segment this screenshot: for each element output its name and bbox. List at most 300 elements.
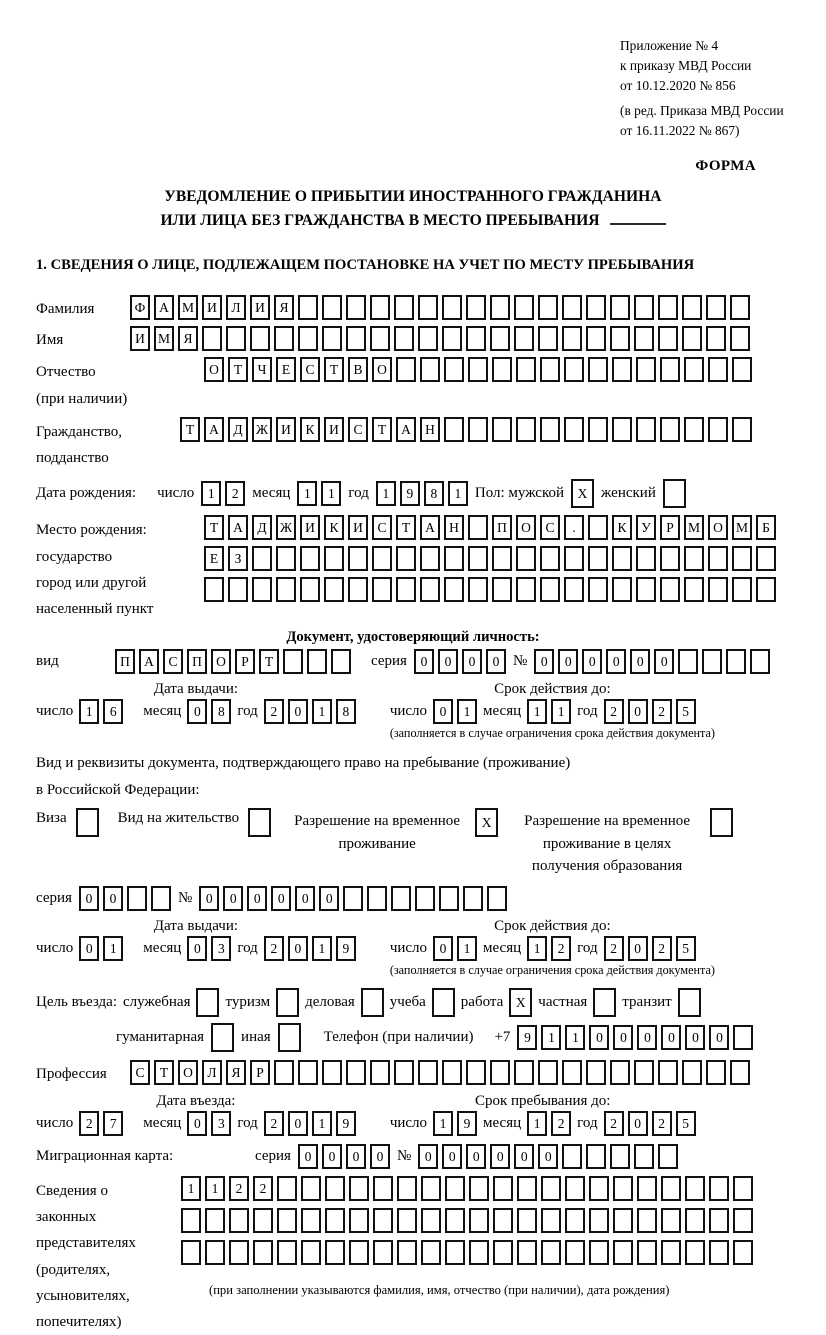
form-cell[interactable]: Ж <box>252 417 272 442</box>
form-cell[interactable] <box>709 1208 729 1233</box>
form-cell[interactable]: С <box>348 417 368 442</box>
form-cell[interactable]: З <box>228 546 248 571</box>
form-cell[interactable] <box>439 886 459 911</box>
form-cell[interactable] <box>202 326 222 351</box>
form-cell[interactable] <box>301 1176 321 1201</box>
form-cell[interactable] <box>181 1240 201 1265</box>
form-cell[interactable]: О <box>516 515 536 540</box>
form-cell[interactable]: 3 <box>211 936 231 961</box>
form-cell[interactable] <box>277 1176 297 1201</box>
form-cell[interactable] <box>487 886 507 911</box>
form-cell[interactable] <box>396 577 416 602</box>
form-cell[interactable] <box>710 808 733 837</box>
form-cell[interactable] <box>367 886 387 911</box>
form-cell[interactable]: У <box>636 515 656 540</box>
form-cell[interactable] <box>466 295 486 320</box>
form-cell[interactable]: 2 <box>551 1111 571 1136</box>
form-cell[interactable]: 2 <box>264 1111 284 1136</box>
form-cell[interactable]: 0 <box>418 1144 438 1169</box>
form-cell[interactable] <box>540 417 560 442</box>
form-cell[interactable] <box>442 326 462 351</box>
form-cell[interactable]: Р <box>250 1060 270 1085</box>
form-cell[interactable] <box>346 295 366 320</box>
form-cell[interactable] <box>663 479 686 508</box>
form-cell[interactable] <box>205 1240 225 1265</box>
form-cell[interactable] <box>514 326 534 351</box>
form-cell[interactable] <box>373 1176 393 1201</box>
form-cell[interactable] <box>349 1176 369 1201</box>
stay-year-cells[interactable] <box>604 1111 696 1136</box>
form-cell[interactable] <box>204 577 224 602</box>
form-cell[interactable]: 3 <box>211 1111 231 1136</box>
form-cell[interactable] <box>610 1144 630 1169</box>
form-cell[interactable] <box>612 417 632 442</box>
form-cell[interactable]: И <box>324 417 344 442</box>
form-cell[interactable] <box>588 577 608 602</box>
form-cell[interactable] <box>420 546 440 571</box>
form-cell[interactable] <box>325 1208 345 1233</box>
form-cell[interactable]: В <box>348 357 368 382</box>
form-cell[interactable] <box>562 326 582 351</box>
permit-valid-year-cells[interactable] <box>604 936 696 961</box>
purpose-humanitarian-checkbox[interactable] <box>211 1023 234 1052</box>
form-cell[interactable] <box>490 295 510 320</box>
form-cell[interactable] <box>442 1060 462 1085</box>
form-cell[interactable]: 1 <box>201 481 221 506</box>
form-cell[interactable]: А <box>154 295 174 320</box>
form-cell[interactable]: 0 <box>298 1144 318 1169</box>
form-cell[interactable]: М <box>154 326 174 351</box>
purpose-work-checkbox[interactable] <box>509 988 532 1017</box>
form-cell[interactable] <box>396 546 416 571</box>
form-cell[interactable]: 1 <box>181 1176 201 1201</box>
form-cell[interactable] <box>421 1240 441 1265</box>
form-cell[interactable]: 1 <box>376 481 396 506</box>
form-cell[interactable]: 9 <box>517 1025 537 1050</box>
form-cell[interactable] <box>415 886 435 911</box>
form-cell[interactable]: 1 <box>312 1111 332 1136</box>
form-cell[interactable]: Н <box>444 515 464 540</box>
form-cell[interactable] <box>613 1176 633 1201</box>
form-cell[interactable] <box>702 649 722 674</box>
form-cell[interactable] <box>348 577 368 602</box>
form-cell[interactable]: 1 <box>79 699 99 724</box>
form-cell[interactable]: 0 <box>628 1111 648 1136</box>
doc-valid-month-cells[interactable] <box>527 699 571 724</box>
form-cell[interactable] <box>396 357 416 382</box>
form-cell[interactable] <box>370 326 390 351</box>
representatives-cells-2[interactable] <box>181 1208 753 1233</box>
form-cell[interactable]: 0 <box>589 1025 609 1050</box>
form-cell[interactable]: 0 <box>319 886 339 911</box>
form-cell[interactable] <box>228 577 248 602</box>
form-cell[interactable] <box>708 357 728 382</box>
form-cell[interactable]: 2 <box>229 1176 249 1201</box>
form-cell[interactable]: Т <box>324 357 344 382</box>
form-cell[interactable] <box>586 1144 606 1169</box>
form-cell[interactable]: Я <box>226 1060 246 1085</box>
form-cell[interactable] <box>685 1208 705 1233</box>
form-cell[interactable] <box>730 326 750 351</box>
form-cell[interactable]: Е <box>276 357 296 382</box>
form-cell[interactable] <box>517 1176 537 1201</box>
form-cell[interactable]: 1 <box>103 936 123 961</box>
form-cell[interactable] <box>469 1176 489 1201</box>
form-cell[interactable] <box>346 326 366 351</box>
form-cell[interactable]: 0 <box>637 1025 657 1050</box>
form-cell[interactable] <box>588 357 608 382</box>
form-cell[interactable]: 0 <box>433 936 453 961</box>
form-cell[interactable] <box>514 1060 534 1085</box>
form-cell[interactable] <box>708 546 728 571</box>
birth-year-cells[interactable] <box>376 481 468 506</box>
form-cell[interactable]: 1 <box>297 481 317 506</box>
form-cell[interactable]: 9 <box>336 1111 356 1136</box>
form-cell[interactable] <box>660 546 680 571</box>
form-cell[interactable] <box>660 417 680 442</box>
form-cell[interactable]: 0 <box>538 1144 558 1169</box>
form-cell[interactable] <box>421 1208 441 1233</box>
birth-place-cells-1[interactable] <box>204 515 776 540</box>
form-cell[interactable]: 5 <box>676 1111 696 1136</box>
purpose-tourism-checkbox[interactable] <box>276 988 299 1017</box>
form-cell[interactable] <box>733 1176 753 1201</box>
form-cell[interactable] <box>730 1060 750 1085</box>
form-cell[interactable] <box>682 295 702 320</box>
form-cell[interactable] <box>514 295 534 320</box>
form-cell[interactable] <box>658 326 678 351</box>
form-cell[interactable]: С <box>300 357 320 382</box>
form-cell[interactable] <box>516 417 536 442</box>
temp-residence-permit-checkbox[interactable] <box>475 808 498 837</box>
form-cell[interactable] <box>658 295 678 320</box>
purpose-private-checkbox[interactable] <box>593 988 616 1017</box>
form-cell[interactable]: 0 <box>466 1144 486 1169</box>
form-cell[interactable] <box>732 357 752 382</box>
form-cell[interactable] <box>181 1208 201 1233</box>
form-cell[interactable] <box>678 649 698 674</box>
form-cell[interactable] <box>373 1240 393 1265</box>
form-cell[interactable]: Т <box>204 515 224 540</box>
form-cell[interactable] <box>538 1060 558 1085</box>
form-cell[interactable] <box>564 577 584 602</box>
form-cell[interactable] <box>277 1240 297 1265</box>
form-cell[interactable]: О <box>178 1060 198 1085</box>
form-cell[interactable] <box>685 1176 705 1201</box>
form-cell[interactable] <box>637 1208 657 1233</box>
form-cell[interactable] <box>253 1208 273 1233</box>
form-cell[interactable]: 2 <box>604 699 624 724</box>
entry-month-cells[interactable] <box>187 1111 231 1136</box>
form-cell[interactable] <box>637 1176 657 1201</box>
form-cell[interactable] <box>468 515 488 540</box>
form-cell[interactable]: 0 <box>442 1144 462 1169</box>
form-cell[interactable]: 0 <box>346 1144 366 1169</box>
form-cell[interactable] <box>283 649 303 674</box>
doc-number-cells[interactable] <box>534 649 770 674</box>
form-cell[interactable] <box>634 295 654 320</box>
form-cell[interactable] <box>421 1176 441 1201</box>
form-cell[interactable]: Ч <box>252 357 272 382</box>
form-cell[interactable]: 0 <box>199 886 219 911</box>
form-cell[interactable]: О <box>372 357 392 382</box>
form-cell[interactable]: П <box>492 515 512 540</box>
form-cell[interactable] <box>468 417 488 442</box>
form-cell[interactable]: 1 <box>205 1176 225 1201</box>
form-cell[interactable]: Я <box>274 295 294 320</box>
form-cell[interactable] <box>589 1240 609 1265</box>
form-cell[interactable] <box>540 546 560 571</box>
form-cell[interactable] <box>250 326 270 351</box>
form-cell[interactable] <box>564 546 584 571</box>
form-cell[interactable]: Т <box>228 357 248 382</box>
form-cell[interactable] <box>445 1208 465 1233</box>
form-cell[interactable]: Т <box>180 417 200 442</box>
form-cell[interactable] <box>541 1208 561 1233</box>
form-cell[interactable] <box>750 649 770 674</box>
form-cell[interactable] <box>444 546 464 571</box>
form-cell[interactable] <box>682 326 702 351</box>
form-cell[interactable]: А <box>139 649 159 674</box>
form-cell[interactable] <box>205 1208 225 1233</box>
migration-series-cells[interactable] <box>298 1144 390 1169</box>
doc-issue-year-cells[interactable] <box>264 699 356 724</box>
form-cell[interactable] <box>516 357 536 382</box>
form-cell[interactable]: И <box>250 295 270 320</box>
form-cell[interactable] <box>588 515 608 540</box>
form-cell[interactable] <box>442 295 462 320</box>
purpose-other-checkbox[interactable] <box>278 1023 301 1052</box>
patronymic-cells[interactable] <box>204 357 752 382</box>
entry-year-cells[interactable] <box>264 1111 356 1136</box>
form-cell[interactable] <box>252 577 272 602</box>
temp-residence-permit-edu-checkbox[interactable] <box>710 808 733 837</box>
birth-month-cells[interactable] <box>297 481 341 506</box>
form-cell[interactable]: 0 <box>582 649 602 674</box>
citizenship-cells[interactable] <box>180 417 752 442</box>
form-cell[interactable] <box>298 1060 318 1085</box>
form-cell[interactable] <box>661 1240 681 1265</box>
form-cell[interactable] <box>298 295 318 320</box>
form-cell[interactable]: 0 <box>630 649 650 674</box>
form-cell[interactable] <box>127 886 147 911</box>
form-cell[interactable]: 1 <box>321 481 341 506</box>
sex-male-checkbox[interactable] <box>571 479 594 508</box>
representatives-cells-3[interactable] <box>181 1240 753 1265</box>
form-cell[interactable]: А <box>396 417 416 442</box>
form-cell[interactable] <box>391 886 411 911</box>
doc-series-cells[interactable] <box>414 649 506 674</box>
sex-female-checkbox[interactable] <box>663 479 686 508</box>
birth-day-cells[interactable] <box>201 481 245 506</box>
form-cell[interactable]: Р <box>235 649 255 674</box>
form-cell[interactable]: 8 <box>211 699 231 724</box>
form-cell[interactable] <box>565 1176 585 1201</box>
form-cell[interactable] <box>660 577 680 602</box>
form-cell[interactable] <box>684 417 704 442</box>
form-cell[interactable]: 0 <box>187 1111 207 1136</box>
form-cell[interactable]: Т <box>154 1060 174 1085</box>
permit-issue-day-cells[interactable] <box>79 936 123 961</box>
form-cell[interactable] <box>492 577 512 602</box>
form-cell[interactable]: О <box>211 649 231 674</box>
form-cell[interactable] <box>468 357 488 382</box>
permit-issue-month-cells[interactable] <box>187 936 231 961</box>
form-cell[interactable] <box>564 417 584 442</box>
purpose-study-checkbox[interactable] <box>432 988 455 1017</box>
form-cell[interactable] <box>278 1023 301 1052</box>
form-cell[interactable]: 0 <box>709 1025 729 1050</box>
residence-permit-checkbox[interactable] <box>248 808 271 837</box>
form-cell[interactable] <box>636 417 656 442</box>
form-cell[interactable]: 0 <box>288 699 308 724</box>
form-cell[interactable] <box>418 1060 438 1085</box>
form-cell[interactable] <box>733 1240 753 1265</box>
form-cell[interactable] <box>322 326 342 351</box>
form-cell[interactable] <box>678 988 701 1017</box>
phone-cells[interactable] <box>517 1025 753 1050</box>
form-cell[interactable] <box>490 1060 510 1085</box>
form-cell[interactable] <box>586 326 606 351</box>
form-cell[interactable] <box>634 1144 654 1169</box>
form-cell[interactable] <box>349 1240 369 1265</box>
form-cell[interactable] <box>565 1208 585 1233</box>
form-cell[interactable] <box>276 577 296 602</box>
form-cell[interactable]: 0 <box>79 936 99 961</box>
form-cell[interactable] <box>331 649 351 674</box>
form-cell[interactable] <box>538 295 558 320</box>
form-cell[interactable] <box>418 326 438 351</box>
form-cell[interactable] <box>493 1176 513 1201</box>
form-cell[interactable]: О <box>204 357 224 382</box>
form-cell[interactable] <box>211 1023 234 1052</box>
form-cell[interactable]: 5 <box>676 936 696 961</box>
form-cell[interactable] <box>394 326 414 351</box>
form-cell[interactable]: 0 <box>628 699 648 724</box>
form-cell[interactable]: 0 <box>247 886 267 911</box>
form-cell[interactable]: 1 <box>457 699 477 724</box>
form-cell[interactable]: 0 <box>654 649 674 674</box>
form-cell[interactable] <box>300 546 320 571</box>
form-cell[interactable] <box>610 326 630 351</box>
form-cell[interactable] <box>661 1176 681 1201</box>
form-cell[interactable]: 8 <box>336 699 356 724</box>
form-cell[interactable] <box>418 295 438 320</box>
permit-series-cells[interactable] <box>79 886 171 911</box>
form-cell[interactable]: И <box>348 515 368 540</box>
form-cell[interactable]: 1 <box>527 699 547 724</box>
form-cell[interactable] <box>397 1240 417 1265</box>
form-cell[interactable] <box>709 1240 729 1265</box>
form-cell[interactable] <box>682 1060 702 1085</box>
form-cell[interactable] <box>658 1060 678 1085</box>
form-cell[interactable]: 2 <box>264 936 284 961</box>
form-cell[interactable]: 2 <box>652 699 672 724</box>
form-cell[interactable] <box>733 1208 753 1233</box>
form-cell[interactable]: 0 <box>223 886 243 911</box>
form-cell[interactable] <box>325 1240 345 1265</box>
form-cell[interactable] <box>325 1176 345 1201</box>
form-cell[interactable] <box>492 417 512 442</box>
form-cell[interactable] <box>196 988 219 1017</box>
form-cell[interactable] <box>229 1208 249 1233</box>
profession-cells[interactable] <box>130 1060 750 1085</box>
form-cell[interactable] <box>613 1240 633 1265</box>
form-cell[interactable] <box>516 546 536 571</box>
form-cell[interactable] <box>685 1240 705 1265</box>
form-cell[interactable]: 0 <box>103 886 123 911</box>
form-cell[interactable]: 0 <box>288 1111 308 1136</box>
form-cell[interactable]: 0 <box>462 649 482 674</box>
doc-valid-year-cells[interactable] <box>604 699 696 724</box>
form-cell[interactable]: Т <box>396 515 416 540</box>
form-cell[interactable]: И <box>202 295 222 320</box>
form-cell[interactable]: 0 <box>79 886 99 911</box>
form-cell[interactable]: Л <box>226 295 246 320</box>
permit-valid-day-cells[interactable] <box>433 936 477 961</box>
form-cell[interactable]: М <box>684 515 704 540</box>
form-cell[interactable] <box>708 417 728 442</box>
form-cell[interactable]: 0 <box>558 649 578 674</box>
visa-checkbox[interactable] <box>76 808 99 837</box>
form-cell[interactable]: С <box>163 649 183 674</box>
form-cell[interactable]: 0 <box>187 936 207 961</box>
form-cell[interactable] <box>346 1060 366 1085</box>
form-cell[interactable] <box>493 1208 513 1233</box>
form-cell[interactable] <box>444 357 464 382</box>
form-cell[interactable]: Т <box>372 417 392 442</box>
form-cell[interactable] <box>658 1144 678 1169</box>
representatives-cells-1[interactable] <box>181 1176 753 1201</box>
birth-place-cells-3[interactable] <box>204 577 776 602</box>
stay-month-cells[interactable] <box>527 1111 571 1136</box>
form-cell[interactable]: 0 <box>661 1025 681 1050</box>
purpose-business-checkbox[interactable] <box>361 988 384 1017</box>
form-cell[interactable] <box>637 1240 657 1265</box>
form-cell[interactable] <box>706 1060 726 1085</box>
form-cell[interactable]: X <box>509 988 532 1017</box>
form-cell[interactable] <box>636 577 656 602</box>
form-cell[interactable]: И <box>276 417 296 442</box>
form-cell[interactable] <box>562 295 582 320</box>
form-cell[interactable]: И <box>130 326 150 351</box>
form-cell[interactable] <box>468 577 488 602</box>
form-cell[interactable]: М <box>732 515 752 540</box>
form-cell[interactable] <box>562 1144 582 1169</box>
form-cell[interactable] <box>445 1176 465 1201</box>
form-cell[interactable] <box>469 1240 489 1265</box>
form-cell[interactable] <box>610 295 630 320</box>
form-cell[interactable] <box>226 326 246 351</box>
form-cell[interactable] <box>394 1060 414 1085</box>
form-cell[interactable]: X <box>475 808 498 837</box>
form-cell[interactable]: Д <box>228 417 248 442</box>
doc-issue-month-cells[interactable] <box>187 699 231 724</box>
form-cell[interactable] <box>349 1208 369 1233</box>
form-cell[interactable] <box>684 357 704 382</box>
form-cell[interactable] <box>610 1060 630 1085</box>
form-cell[interactable] <box>540 577 560 602</box>
form-cell[interactable] <box>324 546 344 571</box>
form-cell[interactable] <box>372 546 392 571</box>
form-cell[interactable] <box>298 326 318 351</box>
form-cell[interactable] <box>253 1240 273 1265</box>
form-cell[interactable] <box>562 1060 582 1085</box>
form-cell[interactable]: . <box>564 515 584 540</box>
form-cell[interactable]: Б <box>756 515 776 540</box>
form-cell[interactable] <box>756 546 776 571</box>
form-cell[interactable] <box>324 577 344 602</box>
